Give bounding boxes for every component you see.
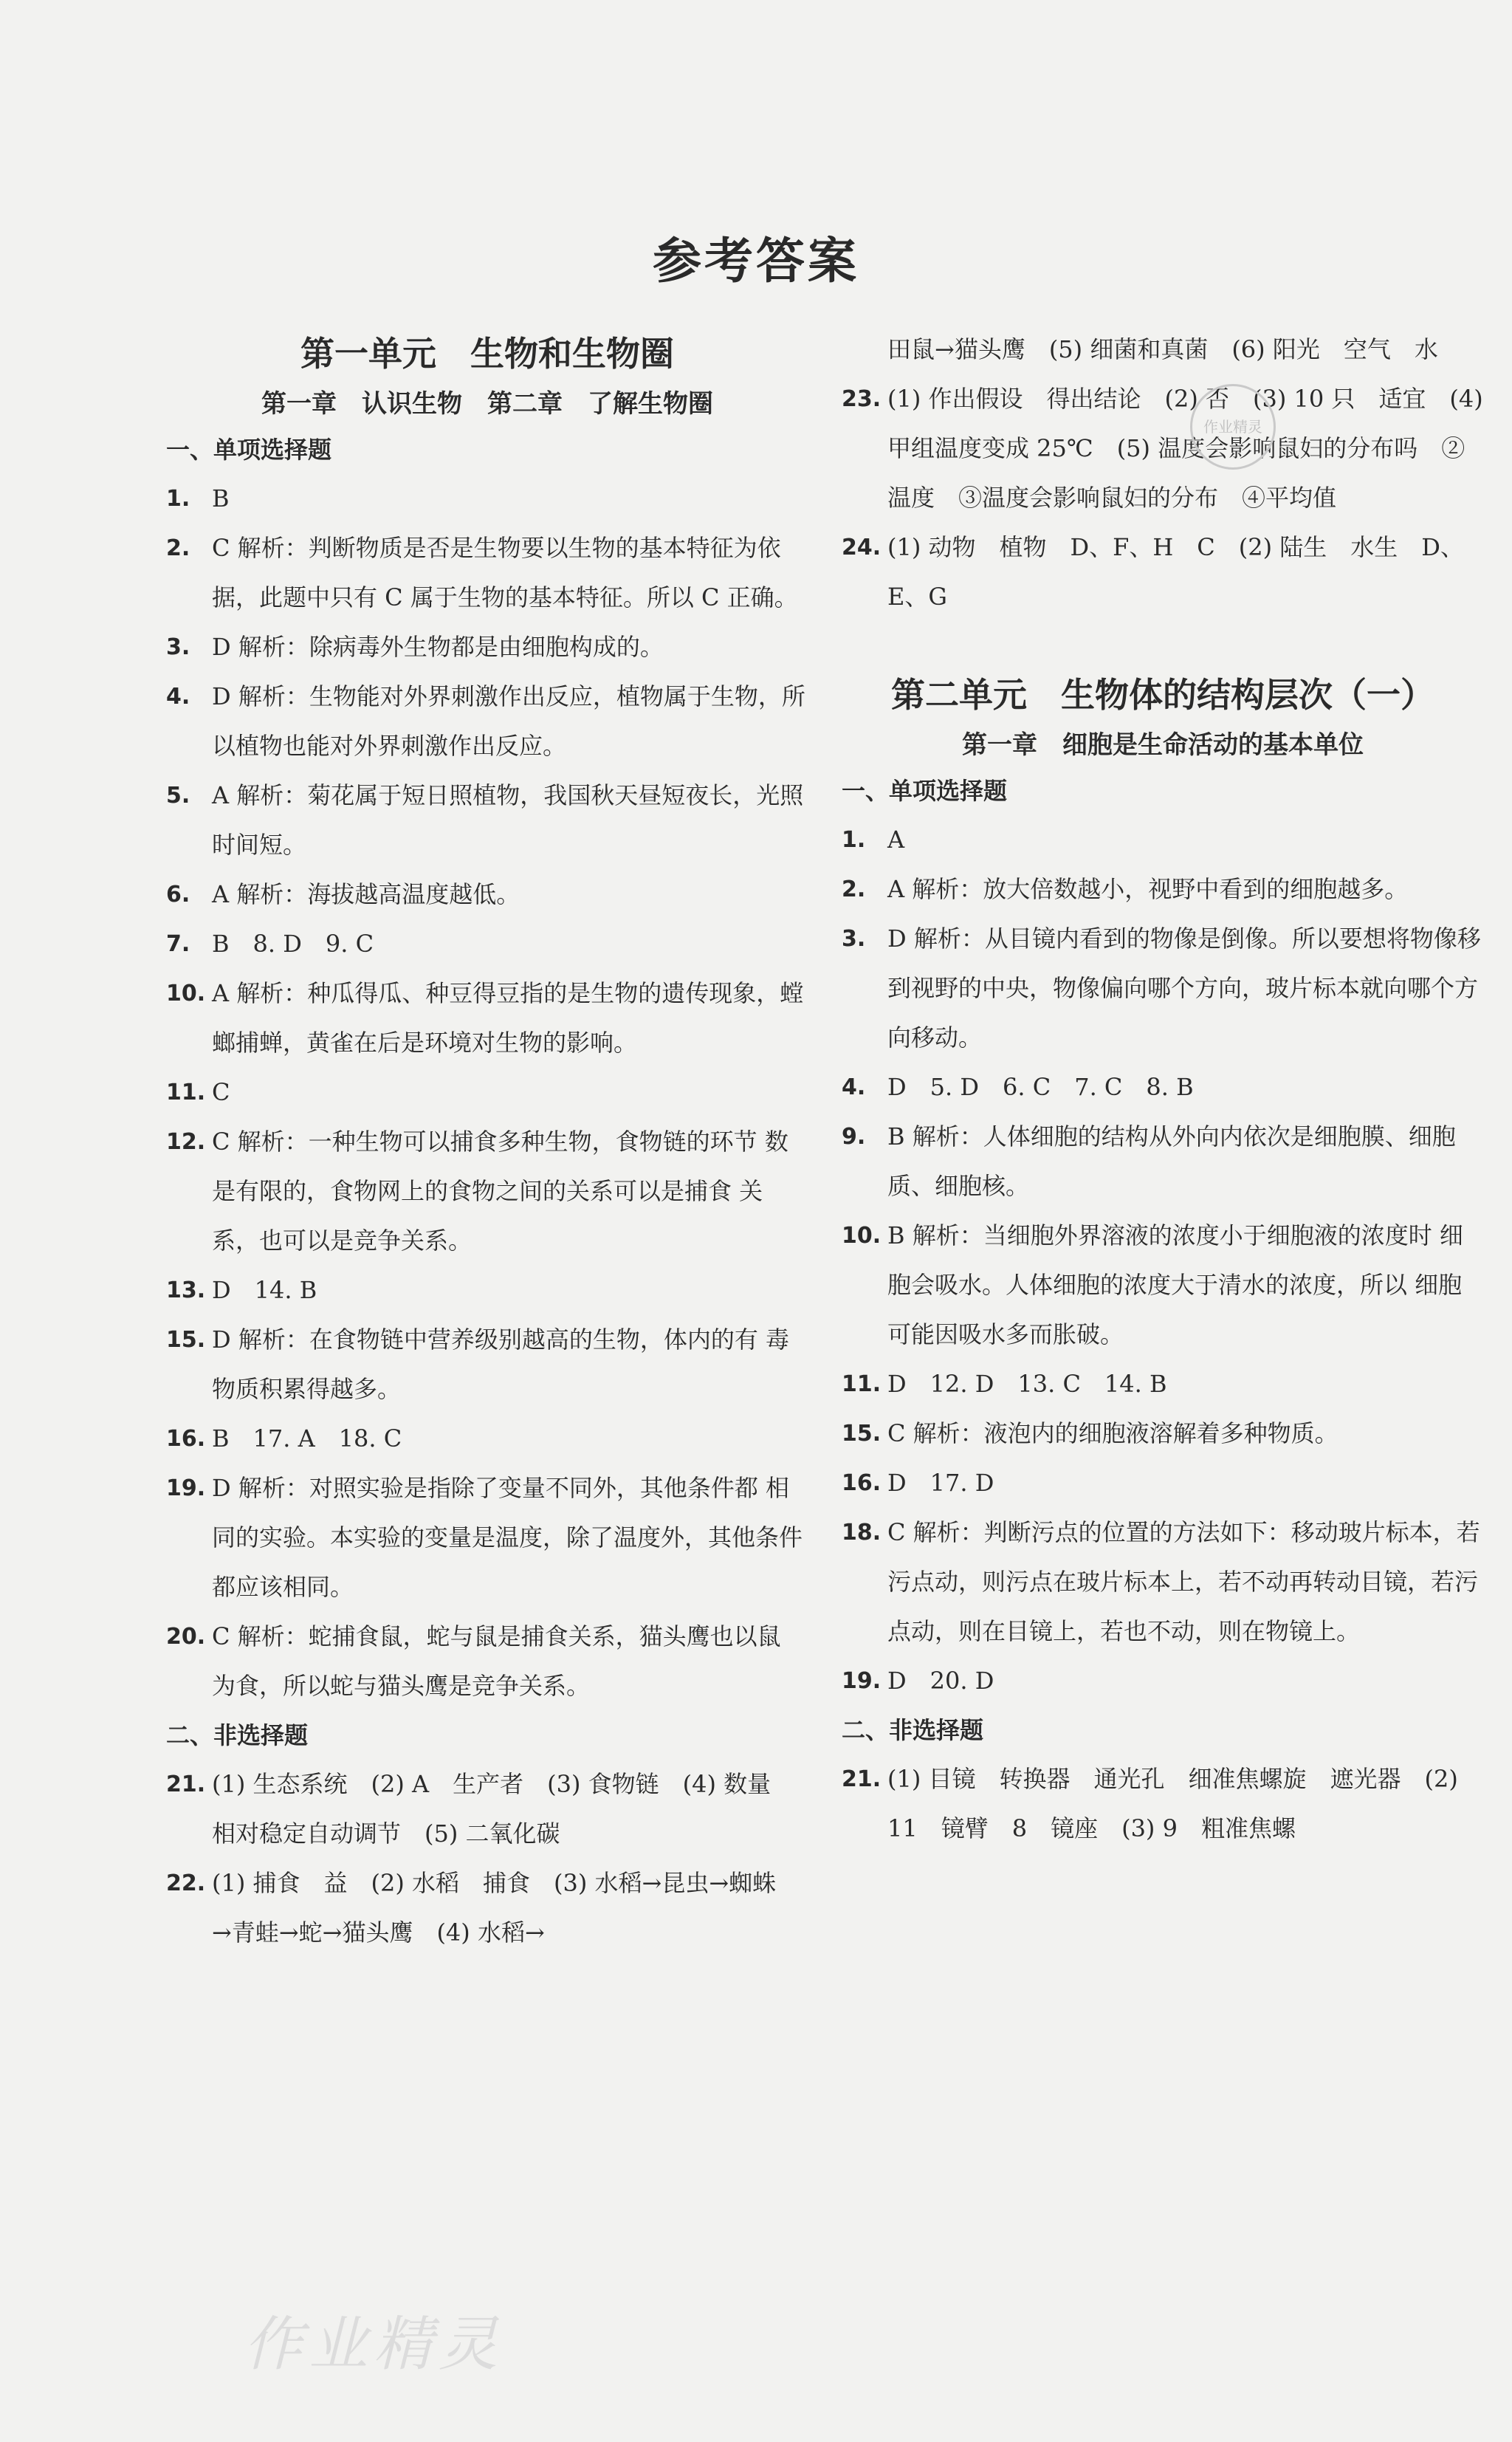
answer-text: D 解析：对照实验是指除了变量不同外，其他条件都 相同的实验。本实验的变量是温度，除了温度外，其他条件都应该相同。 bbox=[212, 1474, 803, 1601]
answer-text: C 解析：液泡内的细胞液溶解着多种物质。 bbox=[887, 1419, 1339, 1447]
answer-text: D 20. D bbox=[887, 1667, 994, 1695]
answer-text: D 解析：在食物链中营养级别越高的生物，体内的有 毒物质积累得越多。 bbox=[212, 1325, 790, 1403]
answer-item bbox=[842, 1656, 1484, 1706]
answer-item bbox=[166, 1068, 808, 1117]
answer-list bbox=[842, 1755, 1484, 1853]
answer-item bbox=[166, 1464, 808, 1612]
answer-number: 23. bbox=[842, 386, 882, 412]
answer-item bbox=[842, 1063, 1484, 1112]
left-column bbox=[166, 325, 808, 1958]
answer-item bbox=[842, 1755, 1484, 1853]
answer-item bbox=[166, 1117, 808, 1266]
answer-item bbox=[166, 1315, 808, 1414]
answer-number: 19. bbox=[842, 1668, 882, 1694]
unit-2-title: 第二单元 生物体的结构层次（一） bbox=[891, 675, 1434, 715]
answer-item bbox=[842, 815, 1484, 865]
answer-number: 16. bbox=[166, 1426, 206, 1452]
answer-text: (1) 生态系统 (2) A 生产者 (3) 食物链 (4) 数量 相对稳定自动调节 (5) 二氧化碳 bbox=[212, 1770, 795, 1848]
answer-number: 12. bbox=[166, 1129, 206, 1155]
page-title: 参考答案 bbox=[653, 232, 859, 289]
answer-text: C 解析：判断物质是否是生物要以生物的基本特征为依 据，此题中只有 C 属于生物的基本特征。所以 C 正确。 bbox=[212, 534, 798, 611]
answer-item bbox=[166, 622, 808, 672]
answer-text: A 解析：菊花属于短日照植物，我国秋天昼短夜长，光照时间短。 bbox=[212, 781, 804, 859]
answer-text: C 解析：一种生物可以捕食多种生物，食物链的环节 数是有限的，食物网上的食物之间的关系可以是捕食 关系，也可以是竞争关系。 bbox=[212, 1128, 788, 1255]
answer-text: D 解析：除病毒外生物都是由细胞构成的。 bbox=[212, 633, 664, 661]
answer-text: (1) 作出假设 得出结论 (2) 否 (3) 10 只 适宜 (4) 甲组温度变成 25℃ (5) 温度会影响鼠妇的分布吗 ②温度 ③温度会影响鼠妇的分布 ④平均值 bbox=[887, 385, 1483, 512]
answer-number: 3. bbox=[166, 634, 190, 660]
answer-item bbox=[166, 771, 808, 870]
answer-item bbox=[166, 524, 808, 622]
answer-continuation: 田鼠→猫头鹰 (5) 细菌和真菌 (6) 阳光 空气 水 bbox=[887, 335, 1438, 363]
answer-item bbox=[166, 1612, 808, 1711]
answer-number: 21. bbox=[842, 1766, 882, 1792]
answer-text: C bbox=[212, 1078, 230, 1106]
answer-number: 22. bbox=[166, 1870, 206, 1896]
answer-text: B bbox=[212, 484, 230, 512]
answer-item bbox=[842, 865, 1484, 914]
answer-item bbox=[166, 672, 808, 771]
answer-number: 10. bbox=[166, 981, 206, 1006]
answer-number: 11. bbox=[842, 1371, 882, 1397]
section-single-choice: 一、单项选择题 bbox=[166, 436, 332, 464]
answer-item bbox=[842, 914, 1484, 1063]
answer-item bbox=[842, 1359, 1484, 1409]
answer-number: 4. bbox=[166, 684, 190, 710]
answer-text: (1) 捕食 益 (2) 水稻 捕食 (3) 水稻→昆虫→蜘蛛 →青蛙→蛇→猫头鹰 (4) 水稻→ bbox=[212, 1869, 800, 1947]
answer-text: A 解析：种瓜得瓜、种豆得豆指的是生物的遗传现象，螳螂捕蝉，黄雀在后是环境对生物的影响。 bbox=[212, 979, 804, 1057]
answer-number: 6. bbox=[166, 882, 190, 908]
answer-number: 7. bbox=[166, 931, 190, 957]
answer-text: D 14. B bbox=[212, 1276, 317, 1304]
answer-number: 20. bbox=[166, 1624, 206, 1650]
answer-text: (1) 动物 植物 D、F、H C (2) 陆生 水生 D、E、G bbox=[887, 533, 1464, 611]
answer-number: 3. bbox=[842, 926, 866, 952]
answer-item bbox=[166, 474, 808, 524]
answer-number: 2. bbox=[842, 877, 866, 902]
answer-text: D 解析：从目镜内看到的物像是倒像。所以要想将物像移到视野的中央，物像偏向哪个方向，玻片标本就向哪个方向移动。 bbox=[887, 925, 1481, 1052]
stamp-logo: 作业精灵 bbox=[1190, 384, 1276, 470]
answer-list bbox=[842, 815, 1484, 1706]
answer-item bbox=[166, 969, 808, 1068]
answer-item bbox=[166, 870, 808, 919]
chapter-title: 第一章 细胞是生命活动的基本单位 bbox=[962, 730, 1364, 760]
answer-number: 15. bbox=[842, 1421, 882, 1447]
answer-number: 4. bbox=[842, 1074, 866, 1100]
answer-number: 24. bbox=[842, 535, 882, 560]
chapter-1-title: 第一章 认识生物 第二章 了解生物圈 bbox=[261, 389, 713, 419]
answer-list bbox=[842, 374, 1484, 622]
answer-text: A bbox=[887, 826, 905, 854]
answer-number: 15. bbox=[166, 1327, 206, 1353]
answer-item bbox=[166, 1760, 808, 1859]
section-non-choice: 二、非选择题 bbox=[842, 1716, 984, 1744]
answer-text: A 解析：海拔越高温度越低。 bbox=[212, 880, 520, 908]
answer-text: B 解析：当细胞外界溶液的浓度小于细胞液的浓度时 细胞会吸水。人体细胞的浓度大于清水的浓度，所以 细胞可能因吸水多而胀破。 bbox=[887, 1221, 1463, 1348]
answer-item bbox=[166, 1266, 808, 1315]
answer-text: B 解析：人体细胞的结构从外向内依次是细胞膜、细胞质、细胞核。 bbox=[887, 1122, 1456, 1200]
answer-item bbox=[842, 1409, 1484, 1458]
answer-number: 2. bbox=[166, 535, 190, 561]
answer-list bbox=[166, 474, 808, 1711]
answer-number: 5. bbox=[166, 783, 190, 809]
answer-item bbox=[166, 1859, 808, 1958]
answer-text: C 解析：判断污点的位置的方法如下：移动玻片标本，若污点动，则污点在玻片标本上，若不动再转动目镜，若污点动，则在目镜上，若也不动，则在物镜上。 bbox=[887, 1518, 1480, 1645]
answer-list bbox=[166, 1760, 808, 1958]
answer-number: 19. bbox=[166, 1475, 206, 1501]
answer-item bbox=[842, 374, 1484, 523]
answer-text: B 17. A 18. C bbox=[212, 1424, 402, 1452]
answer-number: 10. bbox=[842, 1223, 882, 1249]
answer-text: D 5. D 6. C 7. C 8. B bbox=[887, 1073, 1194, 1101]
answer-text: C 解析：蛇捕食鼠，蛇与鼠是捕食关系，猫头鹰也以鼠 为食，所以蛇与猫头鹰是竞争关系。 bbox=[212, 1622, 781, 1700]
answer-number: 1. bbox=[166, 486, 190, 512]
right-column bbox=[842, 325, 1484, 1853]
answer-item bbox=[842, 1211, 1484, 1359]
answer-item bbox=[842, 1112, 1484, 1211]
answer-text: D 12. D 13. C 14. B bbox=[887, 1370, 1167, 1398]
answer-number: 9. bbox=[842, 1124, 866, 1150]
answer-text: D 解析：生物能对外界刺激作出反应，植物属于生物，所以植物也能对外界刺激作出反应。 bbox=[212, 682, 805, 760]
answer-text: B 8. D 9. C bbox=[212, 930, 374, 958]
section-non-choice: 二、非选择题 bbox=[166, 1721, 309, 1749]
answer-text: A 解析：放大倍数越小，视野中看到的细胞越多。 bbox=[887, 875, 1409, 903]
answer-item bbox=[842, 523, 1484, 622]
answer-item bbox=[166, 1414, 808, 1464]
section-single-choice: 一、单项选择题 bbox=[842, 777, 1008, 805]
unit-1-title: 第一单元 生物和生物圈 bbox=[300, 334, 674, 374]
answer-number: 1. bbox=[842, 827, 866, 853]
answer-number: 18. bbox=[842, 1520, 882, 1546]
answer-number: 11. bbox=[166, 1080, 206, 1105]
answer-item bbox=[166, 919, 808, 969]
answer-item bbox=[842, 1508, 1484, 1656]
answer-number: 16. bbox=[842, 1470, 882, 1496]
answer-number: 13. bbox=[166, 1277, 206, 1303]
answer-item bbox=[842, 1458, 1484, 1508]
answer-text: (1) 目镜 转换器 通光孔 细准焦螺旋 遮光器 (2) 11 镜臂 8 镜座 (3) 9 粗准焦螺 bbox=[887, 1765, 1458, 1842]
answer-number: 21. bbox=[166, 1772, 206, 1797]
watermark-logo: 作业精灵 bbox=[244, 2310, 504, 2378]
answer-text: D 17. D bbox=[887, 1469, 994, 1497]
